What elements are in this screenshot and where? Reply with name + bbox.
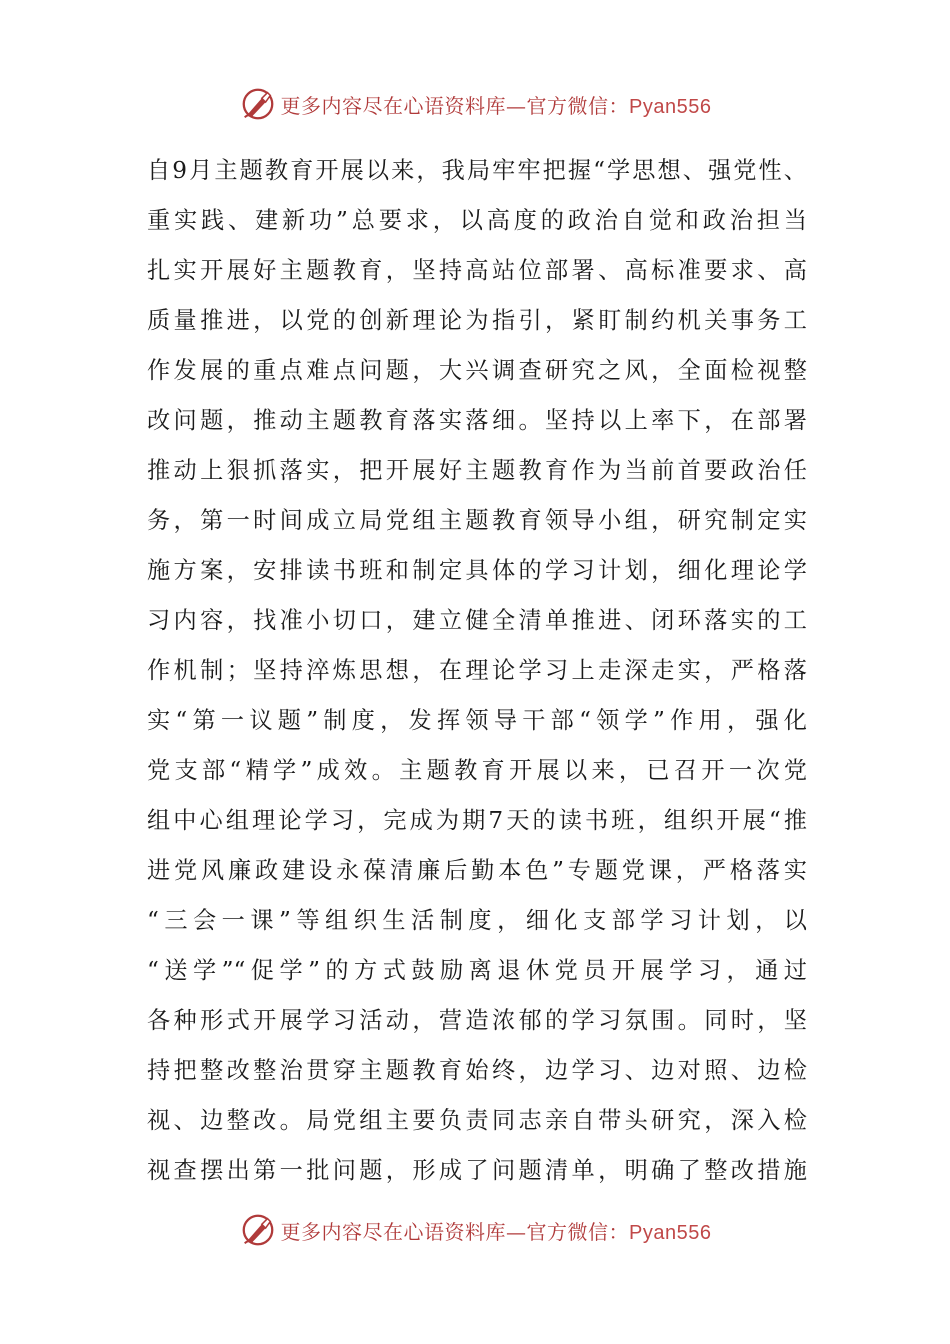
body-line: 视、边整改。局党组主要负责同志亲自带头研究，深入检 (147, 1107, 807, 1134)
footer-wechat-id: Pyan556 (629, 1221, 712, 1244)
header-site-text: 更多内容尽在心语资料库 (280, 93, 507, 118)
header-wechat-label: 官方微信： (526, 93, 630, 118)
header-banner-text (281, 90, 712, 119)
body-line: 质量推进，以党的创新理论为指引，紧盯制约机关事务工 (147, 307, 807, 334)
footer-separator: — (506, 1219, 527, 1244)
body-line: 实“第一议题”制度，发挥领导干部“领学”作用，强化 (147, 707, 807, 734)
body-line: 重实践、建新功”总要求，以高度的政治自觉和政治担当 (147, 207, 807, 234)
body-line: 推动上狠抓落实，把开展好主题教育作为当前首要政治任 (147, 457, 807, 484)
body-line: 务，第一时间成立局党组主题教育领导小组，研究制定实 (147, 507, 807, 534)
body-line: “送学”“促学”的方式鼓励离退休党员开展学习，通过 (147, 957, 807, 984)
body-line: 各种形式开展学习活动，营造浓郁的学习氛围。同时，坚 (147, 1007, 807, 1034)
body-line: 进党风廉政建设永葆清廉后勤本色”专题党课，严格落实 (147, 857, 807, 884)
header-wechat-id: Pyan556 (629, 95, 712, 118)
body-text (147, 146, 807, 1196)
body-line: “三会一课”等组织生活制度，细化支部学习计划，以 (147, 907, 807, 934)
footer-site-text: 更多内容尽在心语资料库 (280, 1219, 507, 1244)
body-line: 组中心组理论学习，完成为期7天的读书班，组织开展“推 (147, 807, 807, 834)
body-line: 视查摆出第一批问题，形成了问题清单，明确了整改措施 (147, 1157, 807, 1184)
footer-wechat-label: 官方微信： (526, 1219, 630, 1244)
body-line: 作发展的重点难点问题，大兴调查研究之风，全面检视整 (147, 357, 807, 384)
body-line: 作机制；坚持淬炼思想，在理论学习上走深走实，严格落 (147, 657, 807, 684)
header-separator: — (506, 93, 527, 118)
body-line: 自9月主题教育开展以来，我局牢牢把握“学思想、强党性、 (147, 157, 807, 184)
header-banner (0, 82, 950, 126)
pen-nib-logo-icon (239, 85, 277, 123)
body-line: 持把整改整治贯穿主题教育始终，边学习、边对照、边检 (147, 1057, 807, 1084)
body-line: 扎实开展好主题教育，坚持高站位部署、高标准要求、高 (147, 257, 807, 284)
footer-banner-text (281, 1216, 712, 1245)
body-line: 党支部“精学”成效。主题教育开展以来，已召开一次党 (147, 757, 807, 784)
body-line: 施方案，安排读书班和制定具体的学习计划，细化理论学 (147, 557, 807, 584)
pen-nib-logo-icon (239, 1211, 277, 1249)
body-line: 改问题，推动主题教育落实落细。坚持以上率下，在部署 (147, 407, 807, 434)
body-line: 习内容，找准小切口，建立健全清单推进、闭环落实的工 (147, 607, 807, 634)
footer-banner (0, 1208, 950, 1252)
